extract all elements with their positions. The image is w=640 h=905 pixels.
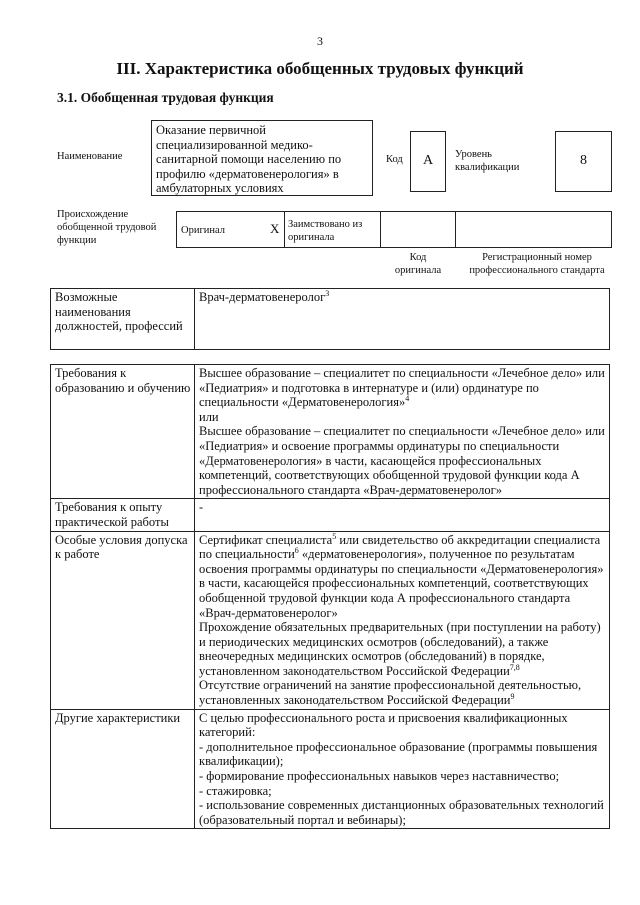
name-value: Оказание первичной специализированной медико-санитарной помощи населению по профилю «дерматовенерология» в амбулаторных условиях (151, 120, 373, 196)
special-text: Сертификат специалиста (199, 532, 333, 547)
divider (455, 211, 456, 248)
divider (380, 211, 381, 248)
special-conditions-item (199, 620, 606, 678)
subsection-title: 3.1. Обобщенная трудовая функция (57, 90, 274, 105)
special-conditions-item (199, 533, 606, 621)
experience-value: - (195, 499, 610, 531)
code-value: А (410, 131, 446, 192)
original-mark: X (270, 221, 280, 236)
special-text: или свидетельство об аккредитации специалиста по специальности (199, 532, 601, 562)
page-number: 3 (317, 34, 323, 48)
other-intro: С целью профессионального роста и присвоения квалификационных категорий: (199, 710, 568, 740)
code-original-caption: Код оригинала (394, 252, 442, 276)
code-label: Код (386, 154, 403, 165)
footnote-marker: 7,8 (509, 662, 520, 672)
footnote-marker: 9 (510, 691, 515, 701)
borrowed-label: Заимствовано из оригинала (288, 219, 363, 243)
footnote-marker: 6 (294, 545, 299, 555)
qualification-level-value: 8 (555, 131, 612, 192)
requirements-table (50, 364, 610, 829)
positions-value (195, 289, 610, 350)
other-characteristics-value (195, 709, 610, 829)
list-item: - формирование профессиональных навыков через наставничество; (199, 769, 560, 784)
education-text-1: Высшее образование – специалитет по специальности «Лечебное дело» или «Педиатрия» и подготовка в интернатуре и (или) ординатуре по специальности «Дерматовенерология» (199, 366, 605, 410)
list-item: - дополнительное профессиональное образование (программы повышения квалификации); (199, 739, 598, 769)
divider (284, 211, 285, 248)
education-value (195, 365, 610, 499)
education-or: или (199, 409, 219, 424)
special-text: Прохождение обязательных предварительных (при поступлении на работу) и периодических медицинских осмотров (обследований), а также внеочередных медицинских осмотров (обследований) в порядке, установленном законодательством Российской Федерации (199, 620, 601, 678)
reg-number-caption: Регистрационный номер профессионального стандарта (469, 252, 605, 276)
original-label: Оригинал (181, 225, 225, 236)
origin-label: Происхождение обобщенной трудовой функции (57, 209, 157, 246)
qualification-level-label: Уровень квалификации (455, 149, 520, 173)
other-characteristics-label: Другие характеристики (51, 709, 195, 829)
section-title: III. Характеристика обобщенных трудовых функций (116, 59, 524, 78)
origin-box (176, 211, 612, 248)
positions-label: Возможные наименования должностей, профессий (51, 289, 195, 350)
list-item: - стажировка; (199, 783, 272, 798)
list-item: - использование современных дистанционных образовательных технологий (образовательный портал и вебинары); (199, 798, 604, 827)
footnote-marker: 3 (325, 288, 330, 298)
special-text: Отсутствие ограничений на занятие профессиональной деятельностью, установленных законодательством Российской Федерации (199, 678, 582, 708)
education-text-2: Высшее образование – специалитет по специальности «Лечебное дело» или «Педиатрия» и освоение программы ординатуры по специальности «Дерматовенерология» в части, касающейся профессиональных компетенций, соответствующих обобщенной трудовой функции кода А профессионального стандарта «Врач-дерматовенеролог» (199, 424, 605, 497)
footnote-marker: 5 (332, 531, 337, 541)
special-text: «дерматовенерология», полученное по результатам освоения программы ординатуры по специальности «Дерматовенерология» в части, касающейся профессиональных компетенций, соответствующих обобщенной трудовой функции кода А профессионального стандарта «Врач-дерматовенеролог» (199, 547, 604, 620)
experience-label: Требования к опыту практической работы (51, 499, 195, 531)
special-conditions-item (199, 678, 606, 707)
special-conditions-value (195, 531, 610, 709)
positions-table (50, 288, 610, 350)
footnote-marker: 4 (405, 394, 410, 404)
education-label: Требования к образованию и обучению (51, 365, 195, 499)
special-conditions-label: Особые условия допуска к работе (51, 531, 195, 709)
name-label: Наименование (57, 151, 123, 162)
positions-text: Врач-дерматовенеролог (199, 290, 326, 304)
